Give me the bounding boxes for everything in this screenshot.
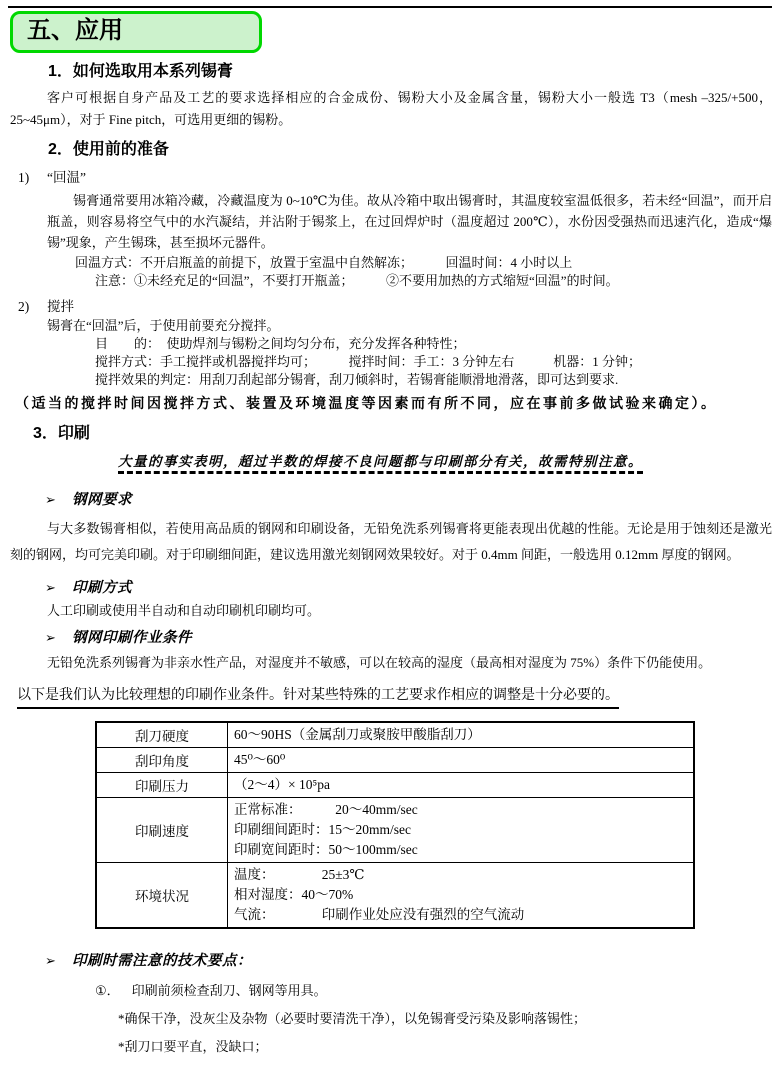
value-line: 气流： 印刷作业处应没有强烈的空气流动	[234, 907, 525, 922]
row-label: 印刷压力	[96, 773, 228, 798]
row-value	[228, 722, 695, 748]
printing-notice	[118, 453, 780, 474]
bullet-printing-method	[45, 578, 780, 598]
circled-number: ①．	[95, 983, 120, 998]
ideal-conditions-text: 以下是我们认为比较理想的印刷作业条件。针对某些特殊的工艺要求作相应的调整是十分必要的。	[17, 686, 619, 709]
bullet-stencil-requirement	[45, 490, 780, 510]
bullet-title: 钢网要求	[72, 492, 132, 508]
row-value	[228, 773, 695, 798]
table-row-squeegee-hardness	[96, 722, 694, 748]
para-printing-method: 人工印刷或使用半自动和自动印刷机印刷均可。	[47, 603, 321, 618]
list-item-rewarming	[18, 168, 780, 188]
line-stirring-purpose: 目 的： 使助焊剂与锡粉之间均匀分布，充分发挥各种特性；	[95, 336, 466, 351]
list-item-title: 搅拌	[47, 299, 74, 314]
para-how-to-select: 客户可根据自身产品及工艺的要求选择相应的合金成份、锡粉大小及金属含量，锡粉大小一般选 T3（mesh –325/+500，25~45μm），对于 Fine pitch，可选用更细的锡粉。	[10, 90, 772, 127]
table-row-printing-pressure	[96, 773, 694, 798]
printing-conditions-table	[95, 721, 695, 929]
line-rewarming-method: 回温方式：不开启瓶盖的前提下，放置于室温中自然解冻； 回温时间：4 小时以上	[75, 255, 573, 270]
para-rewarming: 锡膏通常要用冰箱冷藏，冷藏温度为 0~10℃为佳。故从冷箱中取出锡膏时，其温度较室温低很多，若未经“回温”，而开启瓶盖，则容易将空气中的水汽凝结，并沾附于锡浆上，在过回焊炉时（温度超过 200℃），水份因受强热而迅速汽化，造成“爆锡”现象，产生锡珠，甚至损坏元器件。	[47, 193, 772, 250]
bullet-technical-points	[45, 951, 780, 971]
numbered-point-text: 印刷前须检查刮刀、钢网等用具。	[131, 983, 327, 998]
row-value	[228, 863, 695, 929]
heading-printing: 3．印刷	[33, 425, 90, 442]
para-printing-conditions: 无铅免洗系列锡膏为非亲水性产品，对湿度并不敏感，可以在较高的湿度（最高相对湿度为 75%）条件下仍能使用。	[47, 655, 712, 670]
value-line: 温度： 25±3℃	[234, 867, 365, 882]
heading-preparation: 2．使用前的准备	[48, 141, 169, 158]
row-value	[228, 748, 695, 773]
arrow-bullet-icon: ➢	[45, 953, 56, 968]
row-label: 环境状况	[96, 863, 228, 929]
value-line: 正常标准： 20～40mm/sec	[234, 802, 418, 817]
line-stirring-method: 搅拌方式：手工搅拌或机器搅拌均可； 搅拌时间：手工：3 分钟左右 机器：1 分钟；	[95, 354, 642, 369]
top-rule	[8, 6, 772, 8]
note-stirring-time: （适当的搅拌时间因搅拌方式、装置及环境温度等因素而有所不同，应在事前多做试验来确定）。	[15, 395, 718, 411]
table-row-squeegee-angle	[96, 748, 694, 773]
subpoint-keep-clean: *确保干净，没灰尘及杂物（必要时要清洗干净），以免锡膏受污染及影响落锡性；	[118, 1011, 587, 1026]
row-label: 刮刀硬度	[96, 722, 228, 748]
bullet-title: 印刷方式	[72, 580, 132, 596]
para-stencil-requirement: 与大多数锡膏相似，若使用高品质的钢网和印刷设备，无铅免洗系列锡膏将更能表现出优越的性能。无论是用于蚀刻还是激光刻的钢网，均可完美印刷。对于印刷细间距，建议选用激光刻钢网效果较好。对于 0.4mm 间距，一般选用 0.12mm 厚度的钢网。	[10, 521, 772, 562]
list-item-number: 2)	[18, 299, 30, 314]
para-stirring: 锡膏在“回温”后，于使用前要充分搅拌。	[47, 318, 280, 333]
list-item-number: 1)	[18, 170, 30, 185]
line-rewarming-caution: 注意：①未经充足的“回温”，不要打开瓶盖； ②不要用加热的方式缩短“回温”的时间。	[95, 273, 619, 288]
arrow-bullet-icon: ➢	[45, 630, 56, 645]
heading-how-to-select: 1．如何选取用本系列锡膏	[48, 63, 233, 80]
value-line: 45⁰～60⁰	[234, 752, 286, 767]
value-line: 印刷宽间距时：50～100mm/sec	[234, 842, 418, 857]
section-title: 五、应用	[27, 17, 123, 44]
list-item-stirring	[18, 297, 780, 317]
section-title-box	[10, 11, 262, 53]
row-value	[228, 798, 695, 863]
bullet-title: 钢网印刷作业条件	[72, 630, 192, 646]
value-line: （2～4）× 10⁵pa	[234, 777, 330, 792]
line-stirring-judgement: 搅拌效果的判定：用刮刀刮起部分锡膏，刮刀倾斜时，若锡膏能顺滑地滑落，即可达到要求.	[95, 372, 619, 387]
arrow-bullet-icon: ➢	[45, 580, 56, 595]
subpoint-straight-blade: *刮刀口要平直，没缺口；	[118, 1039, 268, 1054]
row-label: 印刷速度	[96, 798, 228, 863]
ideal-conditions-note	[17, 686, 780, 709]
arrow-bullet-icon: ➢	[45, 492, 56, 507]
printing-notice-text: 大量的事实表明，超过半数的焊接不良问题都与印刷部分有关，故需特别注意。	[118, 453, 643, 474]
list-item-title: “回温”	[47, 170, 86, 185]
value-line: 相对湿度：40～70%	[234, 887, 354, 902]
table-row-environment	[96, 863, 694, 929]
table-row-printing-speed	[96, 798, 694, 863]
numbered-point-check-tools	[95, 981, 780, 1000]
value-line: 60～90HS（金属刮刀或聚胺甲酸脂刮刀）	[234, 727, 481, 742]
bullet-title: 印刷时需注意的技术要点：	[72, 953, 252, 969]
page	[0, 6, 780, 1080]
value-line: 印刷细间距时：15～20mm/sec	[234, 822, 411, 837]
bullet-printing-conditions	[45, 628, 780, 648]
document-page	[0, 6, 780, 1080]
row-label: 刮印角度	[96, 748, 228, 773]
